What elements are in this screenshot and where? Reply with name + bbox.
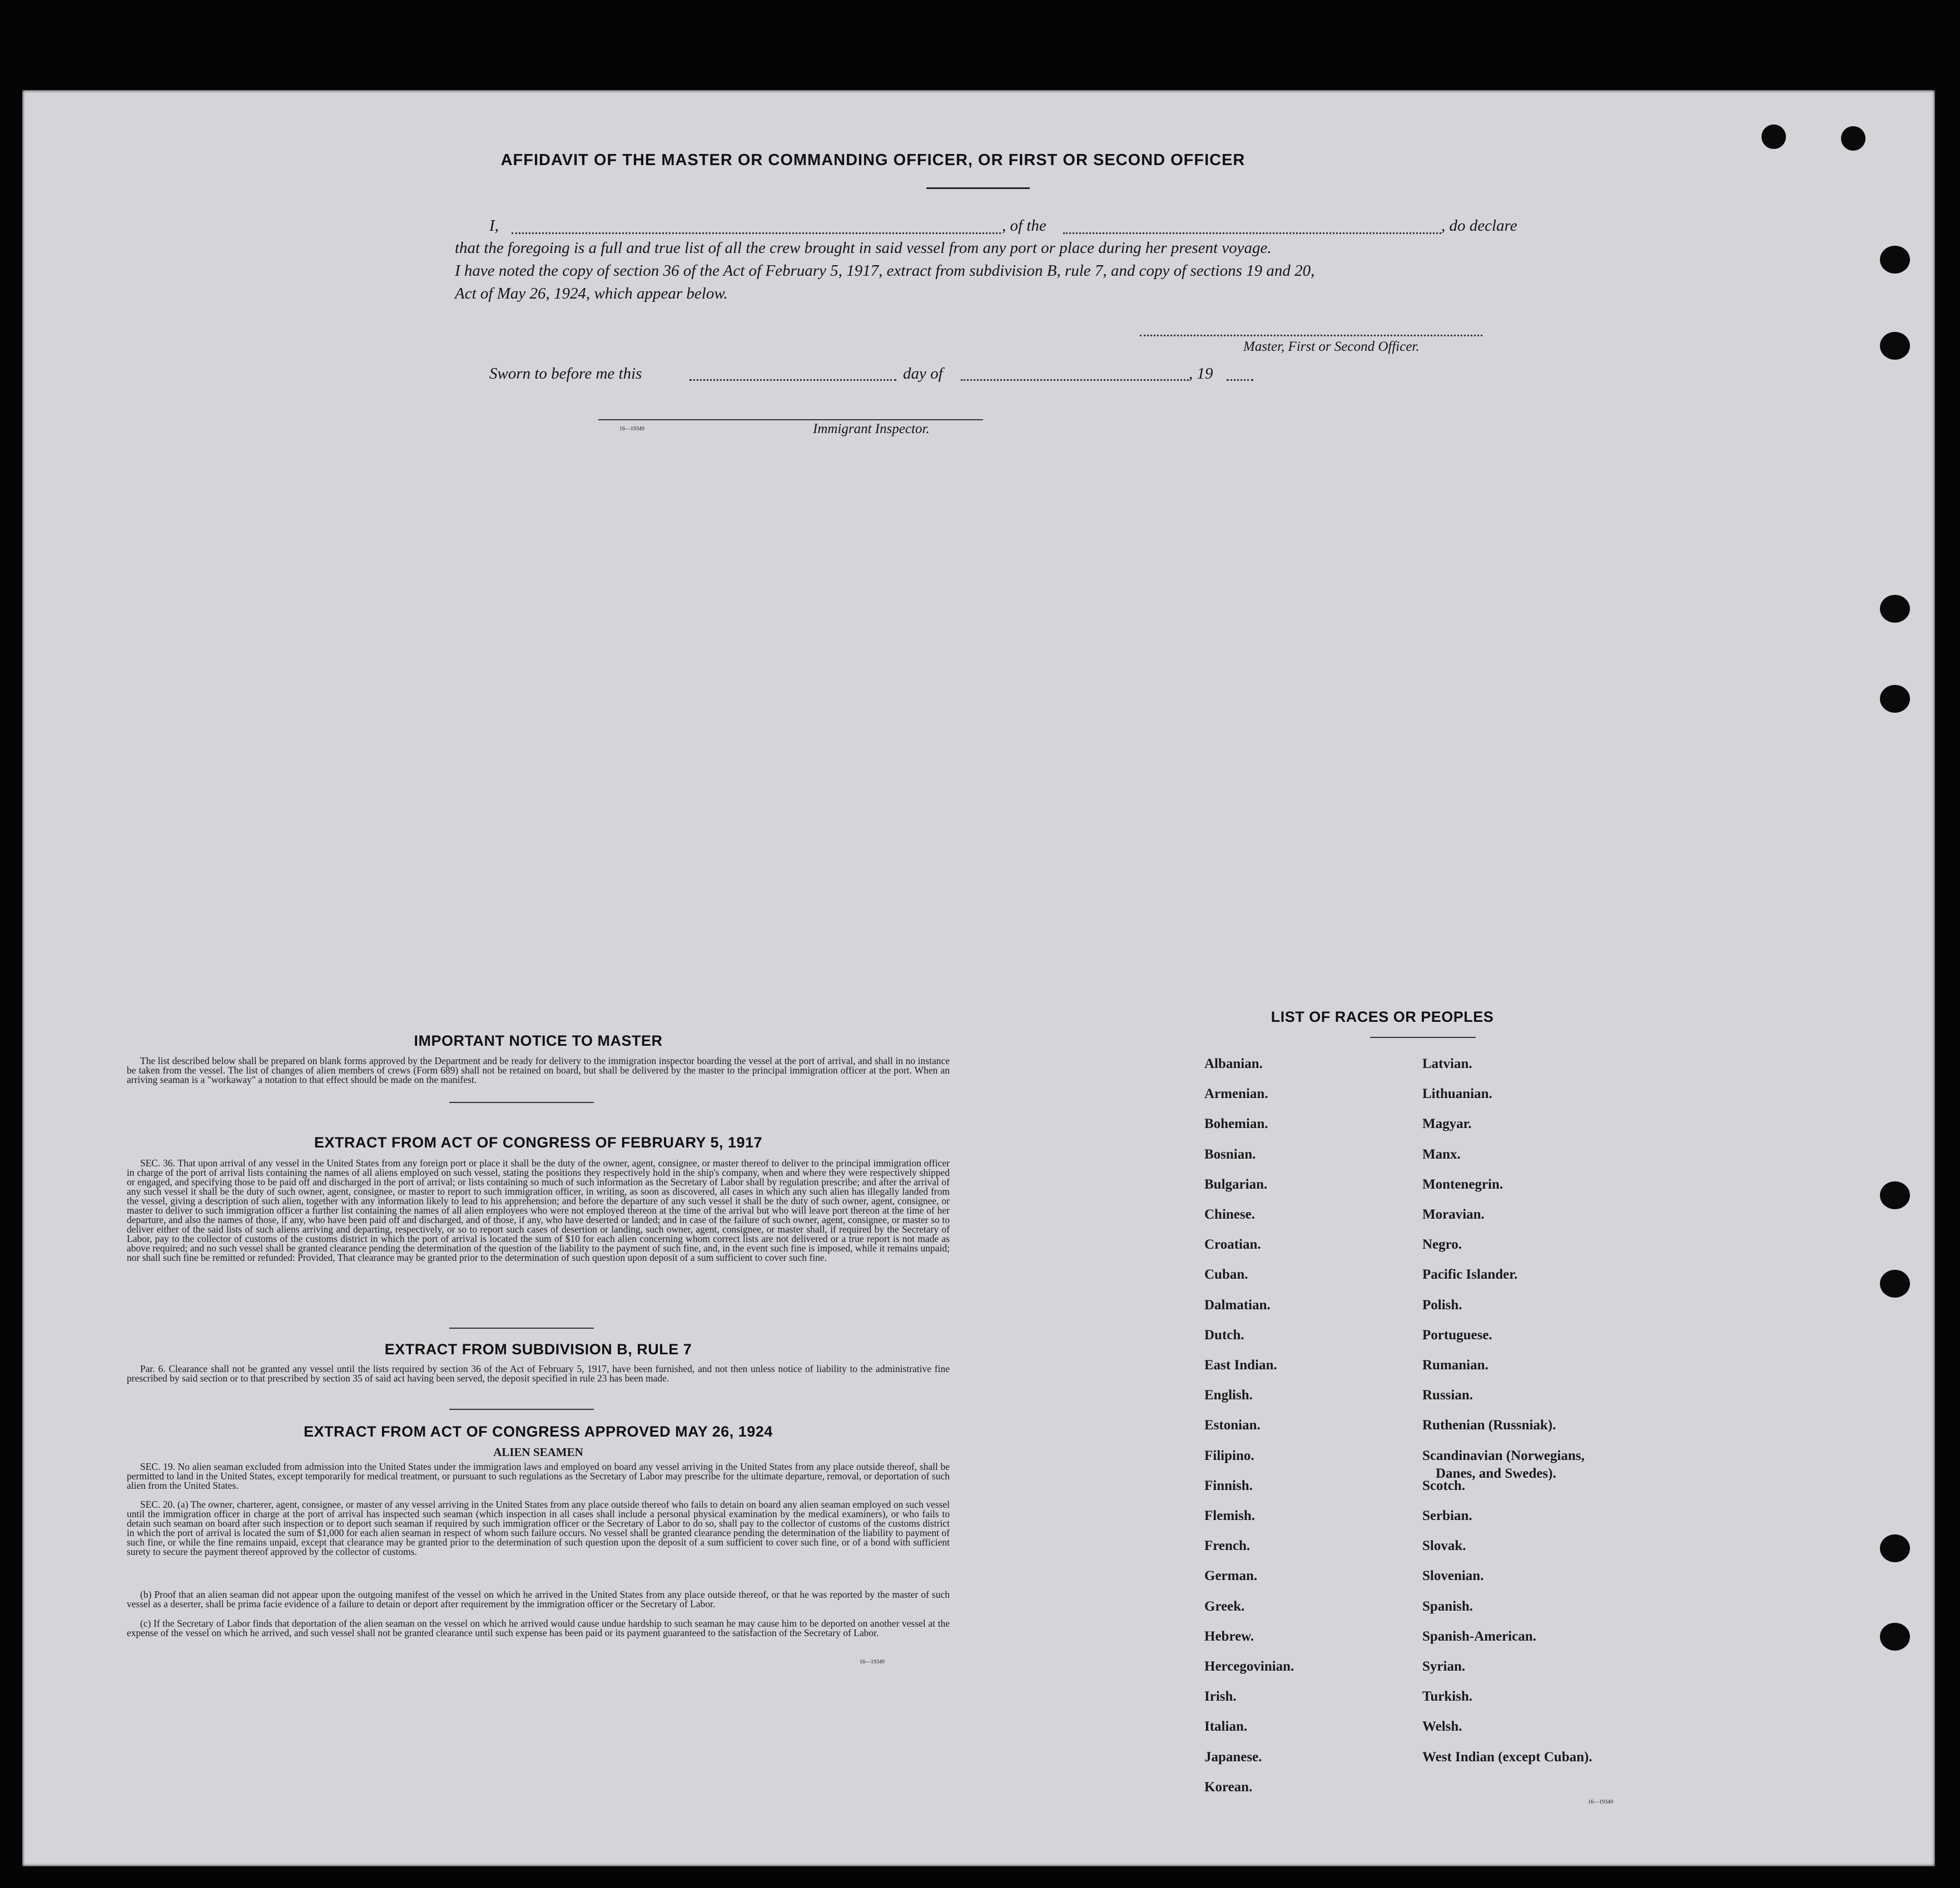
sec20a-text: SEC. 20. (a) The owner, charterer, agent, consignee, or master of any vessel arriving in the United States from any place outside thereof who fails to detain on board any alien seaman employed on such vessel until the immigration officer in charge at the port of arrival has inspected such seaman (which inspection in all cases shall include a personal physical examination by the medical examiners), or who fails to detain such seaman on board after such inspection or to deport such seaman if required by such immigration officer or the Secretary of Labor to do so, shall pay to the collector of customs of the customs district in which the port of arrival is located the sum of $1,000 for each alien seaman in respect of whom such failure occurs. No vessel shall be granted clearance pending the determination of the liability to payment of such fine, or while the fine remains unpaid, except that clearance may be granted prior to the determination of such question upon the deposit of a sum sufficient to cover such fine, or of a bond with sufficient surety to secure the payment thereof approved by the collector of customs. [127,1499,950,1557]
race-item: Turkish. [1422,1689,1473,1705]
sworn-day-blank [689,379,896,381]
race-item: Chinese. [1204,1207,1255,1222]
race-item: German. [1204,1568,1258,1584]
race-item: Bohemian. [1204,1116,1268,1132]
punch-hole [1880,1534,1910,1562]
race-item: West Indian (except Cuban). [1422,1749,1592,1765]
notice-title: IMPORTANT NOTICE TO MASTER [414,1032,663,1049]
race-item: English. [1204,1388,1253,1403]
race-item: Estonian. [1204,1418,1261,1433]
year-blank [1227,379,1253,381]
race-item: Greek. [1204,1598,1245,1614]
affidavit-line4: Act of May 26, 1924, which appear below. [455,285,728,302]
race-item: Moravian. [1422,1207,1485,1222]
races-title-rule [1370,1037,1476,1038]
punch-hole [1880,246,1910,274]
race-item: Syrian. [1422,1659,1466,1674]
race-item: Scotch. [1422,1478,1466,1493]
punch-hole [1880,1270,1910,1298]
year-label: , 19 [1189,365,1213,382]
punch-hole [1841,126,1865,151]
race-item: Serbian. [1422,1508,1472,1523]
master-signature-line [1140,335,1482,336]
form-number: 16—19349 [860,1659,885,1665]
sec20b-text: (b) Proof that an alien seaman did not appear upon the outgoing manifest of the vessel on which he arrived in the United States from any place outside thereof, or that he was reported by the master of such vessel as a deserter, shall be prima facie evidence of a failure to detain or deport after requirement by the immigration officer or the Secretary of Labor. [127,1589,950,1609]
punch-hole [1761,125,1786,149]
punch-hole [1880,595,1910,623]
race-item: Ruthenian (Russniak). [1422,1418,1556,1433]
race-item: Welsh. [1422,1719,1462,1735]
race-item: Polish. [1422,1297,1462,1313]
race-item: East Indian. [1204,1358,1277,1373]
race-item: Lithuanian. [1422,1086,1492,1102]
race-item: Negro. [1422,1237,1462,1253]
race-item: Slovenian. [1422,1568,1484,1584]
affidavit-line3: I have noted the copy of section 36 of the Act of February 5, 1917, extract from subdivision B, rule 7, and copy of sections 19 and 20, [455,262,1315,280]
sworn-month-blank [961,379,1189,381]
punch-hole [1880,1623,1910,1651]
race-item: Spanish-American. [1422,1628,1536,1644]
race-item: Slovak. [1422,1538,1466,1554]
race-item: Pacific Islander. [1422,1267,1518,1283]
race-item: Bulgarian. [1204,1176,1268,1192]
master-signature-label: Master, First or Second Officer. [1243,339,1420,354]
extract-1917-text: SEC. 36. That upon arrival of any vessel in the United States from any foreign port or place it shall be the duty of the owner, agent, consignee, or master thereof to deliver to the principal immigration officer in charge of the port of arrival lists containing the names of all aliens employed on such vessel, stating the positions they respectively hold in the ship's company, when and where they were respectively shipped or engaged, and specifying those to be paid off and discharged in the port of arrival; or lists containing so much of such information as the Secretary of Labor shall by regulation prescribe; and after the arrival of any such vessel it shall be the duty of such owner, agent, consignee, or master to report to such immigration officer, in writing, as soon as discovered, all cases in which any such alien has illegally landed from the vessel, giving a description of such alien, together with any information likely to lead to his apprehension; and before the departure of any such vessel it shall be the duty of such owner, agent, consignee, or master to deliver to such immigration officer a further list containing the names of all alien employees who were not employed thereon at the time of the arrival but who will leave port thereon at the time of her departure, and also the names of those, if any, who have been paid off and discharged, and of those, if any, who have deserted or landed; and in case of the failure of such owner, agent, consignee, or master so to deliver either of the said lists of such aliens arriving and departing, respectively, or so to report such cases of desertion or landing, such owner, agent, consignee, or master shall, if required by the Secretary of Labor, pay to the collector of customs of the customs district in which the port of arrival is located the sum of $10 for each alien concerning whom correct lists are not delivered or a true report is not made as above required; and no such vessel shall be granted clearance pending the determination of the question of the liability to the payment of such fine, and, in the event such fine is imposed, while it remains unpaid; nor shall such fine be remitted or refunded: Provided, That clearance may be granted prior to the determination of such question upon deposit of a sum sufficient to cover such fine. [127,1157,950,1263]
punch-hole [1880,332,1910,360]
name-blank [512,232,1001,234]
affidavit-line2: that the foregoing is a full and true list of all the crew brought in said vessel from any port or place during her present voyage. [455,239,1272,257]
form-number: 16—19349 [619,426,644,432]
alien-seamen-subtitle: ALIEN SEAMEN [493,1445,583,1459]
race-item: Korean. [1204,1779,1253,1795]
extract-1924-title: EXTRACT FROM ACT OF CONGRESS APPROVED MAY 26, 1924 [304,1423,773,1440]
race-item: Japanese. [1204,1749,1262,1765]
race-item: Irish. [1204,1689,1237,1705]
race-item: Montenegrin. [1422,1176,1504,1192]
race-item: Portuguese. [1422,1327,1492,1343]
document-page [22,90,1935,1866]
section-divider [449,1102,594,1103]
rule7-text: Par. 6. Clearance shall not be granted any vessel until the lists required by section 36 of the Act of February 5, 1917, have been furnished, and not then unless notice of liability to the administrative fine prescribed by said section or to that prescribed by section 35 of said act having been served, the deposit specified in rule 23 has been made. [127,1363,950,1384]
extract-1917-title: EXTRACT FROM ACT OF CONGRESS OF FEBRUARY 5, 1917 [314,1134,763,1151]
affidavit-of: , of the [1002,217,1046,235]
race-item: Italian. [1204,1719,1248,1735]
affidavit-i: I, [489,217,499,235]
race-item: Danes, and Swedes). [1436,1465,1556,1481]
race-item: Rumanian. [1422,1358,1488,1373]
race-item: Albanian. [1204,1056,1263,1071]
rule7-title: EXTRACT FROM SUBDIVISION B, RULE 7 [384,1341,692,1358]
race-item: French. [1204,1538,1251,1554]
form-number: 16—19349 [1588,1799,1613,1805]
race-item: Hebrew. [1204,1628,1254,1644]
race-item: Latvian. [1422,1056,1472,1071]
affidavit-title: AFFIDAVIT OF THE MASTER OR COMMANDING OFFICER, OR FIRST OR SECOND OFFICER [500,151,1246,169]
race-item: Bosnian. [1204,1146,1256,1162]
sec20c-text: (c) If the Secretary of Labor finds that deportation of the alien seaman on the vessel on which he arrived would cause undue hardship to such seaman he may cause him to be deported on another vessel at the expense of the vessel on which he arrived, and such vessel shall not be granted clearance until such expense has been paid or its payment guaranteed to the satisfaction of the Secretary of Labor. [127,1618,950,1638]
vessel-blank [1063,232,1441,234]
race-item: Manx. [1422,1146,1461,1162]
day-of-label: day of [903,365,943,382]
race-item: Scandinavian (Norwegians, [1422,1448,1585,1463]
race-item: Croatian. [1204,1237,1261,1253]
race-item: Spanish. [1422,1598,1473,1614]
notice-text: The list described below shall be prepared on blank forms approved by the Department and be ready for delivery to the immigration inspector boarding the vessel at the port of arrival, and shall in no instance be taken from the vessel. The list of changes of alien members of crews (Form 689) shall not be retained on board, but shall be delivered by the master to the principal immigration officer at the port. When an arriving seaman is a "workaway" a notation to that effect should be made on the manifest. [127,1055,950,1085]
title-rule [926,187,1030,189]
race-item: Filipino. [1204,1448,1254,1463]
race-item: Dutch. [1204,1327,1244,1343]
affidavit-declare: , do declare [1441,217,1517,235]
race-item: Finnish. [1204,1478,1253,1493]
race-item: Hercegovinian. [1204,1659,1294,1674]
race-item: Armenian. [1204,1086,1268,1102]
race-item: Dalmatian. [1204,1297,1271,1313]
punch-hole [1880,685,1910,713]
sworn-label: Sworn to before me this [489,365,642,382]
race-item: Russian. [1422,1388,1473,1403]
section-divider [449,1328,594,1329]
inspector-signature-line [598,419,983,420]
punch-hole [1880,1181,1910,1209]
race-item: Flemish. [1204,1508,1255,1523]
inspector-label: Immigrant Inspector. [813,421,930,436]
section-divider [449,1409,594,1410]
races-title: LIST OF RACES OR PEOPLES [1271,1008,1494,1025]
race-item: Magyar. [1422,1116,1472,1132]
sec19-text: SEC. 19. No alien seaman excluded from admission into the United States under the immigration laws and employed on board any vessel arriving in the United States from any place outside thereof, shall be permitted to land in the United States, except temporarily for medical treatment, or pursuant to such regulations as the Secretary of Labor may prescribe for the ultimate departure, removal, or deportation of such alien from the United States. [127,1461,950,1491]
race-item: Cuban. [1204,1267,1248,1283]
